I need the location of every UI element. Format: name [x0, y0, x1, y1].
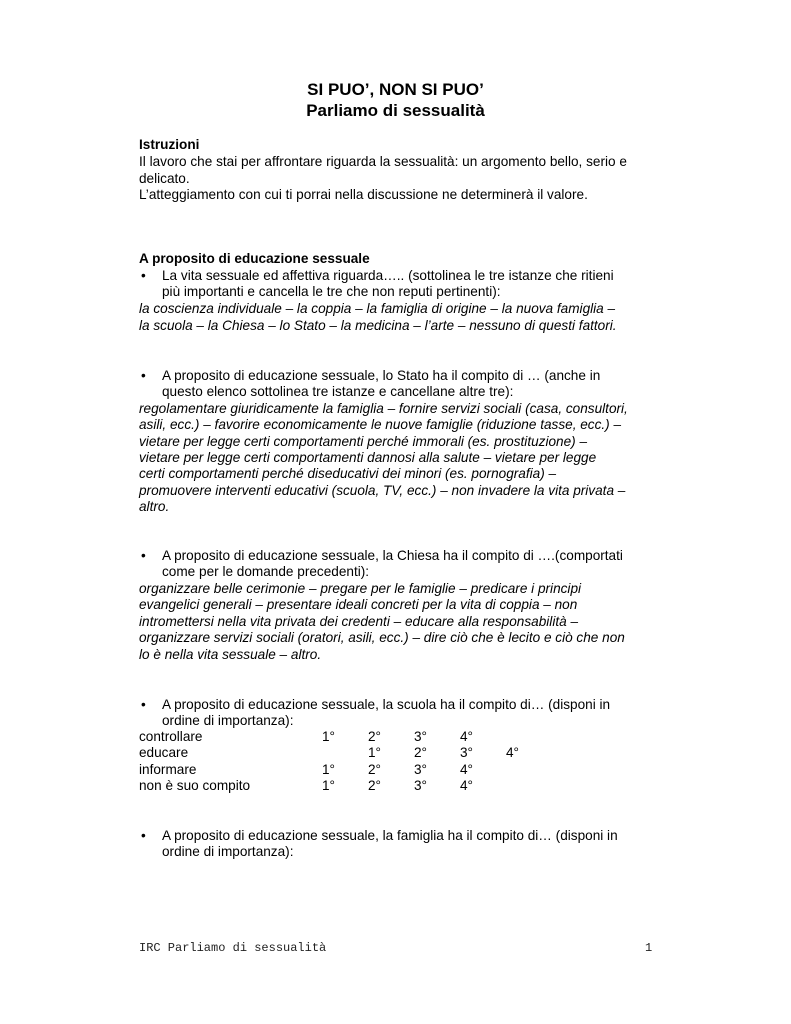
bullet-marker: • [141, 828, 146, 843]
rank-4: 4° [460, 778, 473, 793]
option-line: la coscienza individuale – la coppia – la famiglia di origine – la nuova famiglia – [139, 301, 616, 316]
rank-3: 3° [414, 778, 427, 793]
rank-4: 4° [460, 729, 473, 744]
option-line: altro. [139, 499, 170, 514]
question-line: A proposito di educazione sessuale, lo Stato ha il compito di … (anche in [162, 368, 601, 383]
question-line: A proposito di educazione sessuale, la Chiesa ha il compito di ….(comportati [162, 548, 623, 563]
bullet-marker: • [141, 268, 146, 283]
rank-3: 3° [414, 762, 427, 777]
page-title: SI PUO’, NON SI PUO’ [307, 80, 484, 99]
option-line: organizzare belle cerimonie – pregare per le famiglie – predicare i principi [139, 581, 582, 596]
ranking-label: controllare [139, 729, 203, 744]
rank-2: 2° [368, 762, 381, 777]
bullet-marker: • [141, 697, 146, 712]
question-line: ordine di importanza): [162, 844, 294, 859]
istruzioni-heading: Istruzioni [139, 137, 200, 152]
bullet-marker: • [141, 368, 146, 383]
option-line: organizzare servizi sociali (oratori, asili, ecc.) – dire ciò che è lecito e ciò che non [139, 630, 625, 645]
option-line: asili, ecc.) – favorire economicamente le nuove famiglie (riduzione tasse, ecc.) – [139, 417, 622, 432]
rank-3: 3° [460, 745, 473, 760]
question-line: ordine di importanza): [162, 713, 294, 728]
page-number: 1 [645, 941, 653, 955]
ranking-label: non è suo compito [139, 778, 251, 793]
option-line: la scuola – la Chiesa – lo Stato – la medicina – l’arte – nessuno di questi fattori. [139, 318, 617, 333]
option-line: vietare per legge certi comportamenti dannosi alla salute – vietare per legge [139, 450, 597, 465]
page-subtitle: Parliamo di sessualità [306, 101, 485, 120]
istruzioni-line: Il lavoro che stai per affrontare riguarda la sessualità: un argomento bello, serio e [139, 154, 627, 169]
ranking-label: informare [139, 762, 197, 777]
option-line: lo è nella vita sessuale – altro. [139, 647, 322, 662]
question-line: più importanti e cancella le tre che non reputi pertinenti): [162, 284, 501, 299]
rank-1: 1° [368, 745, 381, 760]
option-line: intromettersi nella vita privata dei credenti – educare alla responsabilità – [139, 614, 579, 629]
footer-title: IRC Parliamo di sessualità [139, 941, 327, 955]
rank-1: 1° [322, 729, 335, 744]
rank-3: 3° [414, 729, 427, 744]
rank-2: 2° [368, 729, 381, 744]
bullet-marker: • [141, 548, 146, 563]
section-heading: A proposito di educazione sessuale [139, 251, 370, 266]
rank-4: 4° [506, 745, 519, 760]
rank-4: 4° [460, 762, 473, 777]
option-line: promuovere interventi educativi (scuola, TV, ecc.) – non invadere la vita privata – [139, 483, 626, 498]
option-line: vietare per legge certi comportamenti perché immorali (es. prostituzione) – [139, 434, 588, 449]
ranking-label: educare [139, 745, 189, 760]
question-line: A proposito di educazione sessuale, la scuola ha il compito di… (disponi in [162, 697, 611, 712]
rank-2: 2° [414, 745, 427, 760]
question-line: questo elenco sottolinea tre istanze e cancellane altre tre): [162, 384, 514, 399]
rank-1: 1° [322, 762, 335, 777]
rank-2: 2° [368, 778, 381, 793]
question-line: La vita sessuale ed affettiva riguarda….. (sottolinea le tre istanze che ritieni [162, 268, 614, 283]
option-line: evangelici generali – presentare ideali concreti per la vita di coppia – non [139, 597, 578, 612]
rank-1: 1° [322, 778, 335, 793]
question-line: come per le domande precedenti): [162, 564, 370, 579]
question-line: A proposito di educazione sessuale, la famiglia ha il compito di… (disponi in [162, 828, 618, 843]
option-line: regolamentare giuridicamente la famiglia – fornire servizi sociali (casa, consultori, [139, 401, 628, 416]
istruzioni-line: delicato. [139, 171, 190, 186]
option-line: certi comportamenti perché diseducativi dei minori (es. pornografia) – [139, 466, 557, 481]
istruzioni-line: L’atteggiamento con cui ti porrai nella discussione ne determinerà il valore. [139, 187, 588, 202]
